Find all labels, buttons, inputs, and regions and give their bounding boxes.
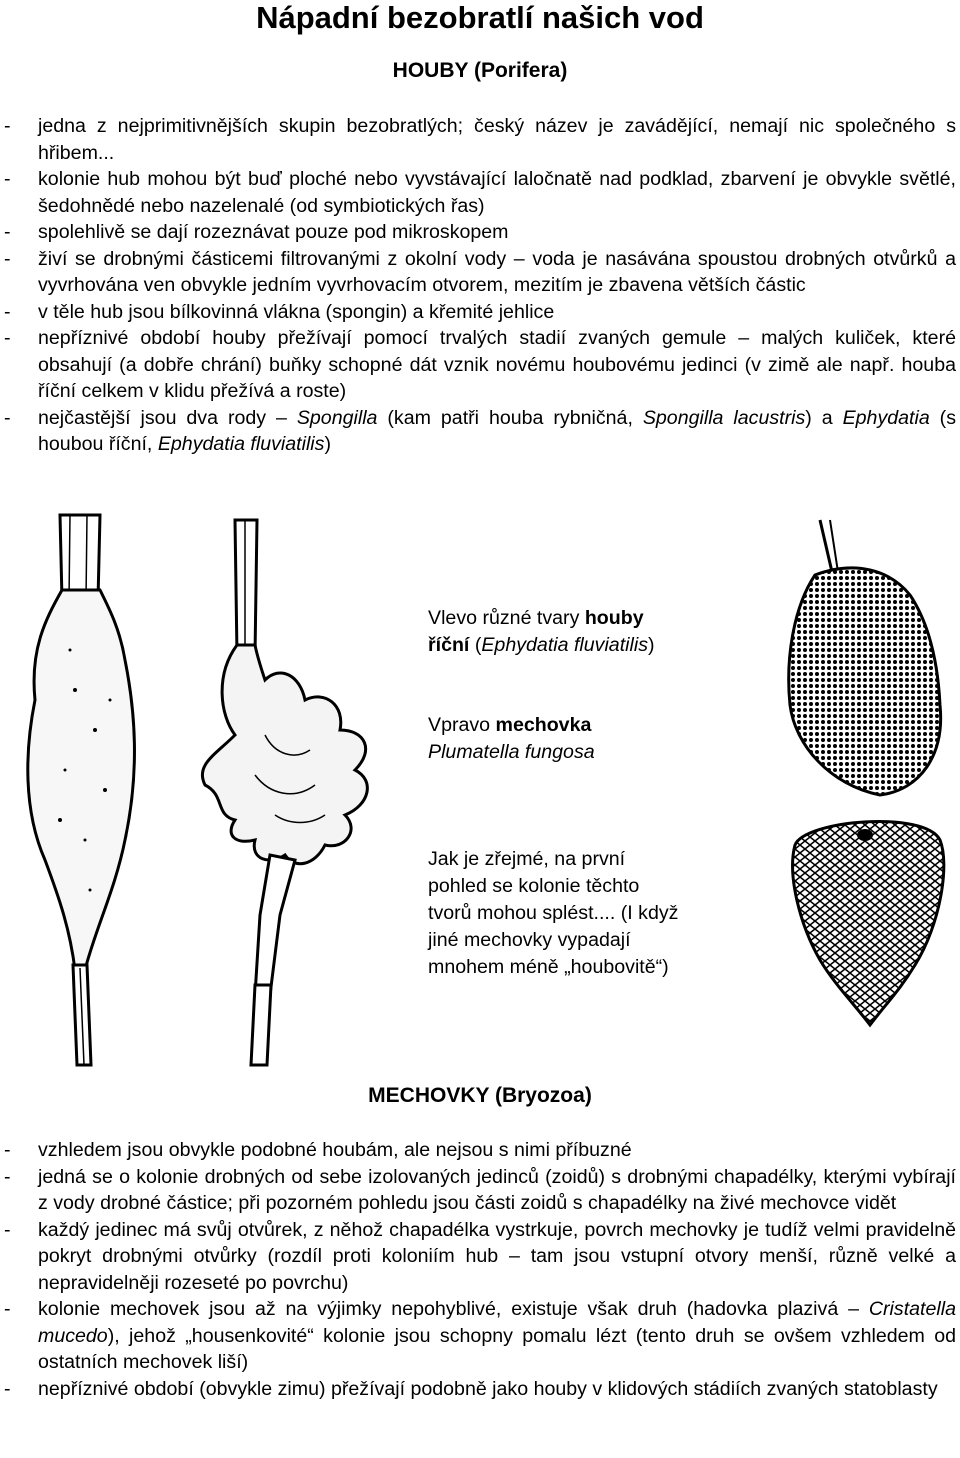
bullet-marker: - — [4, 1218, 11, 1241]
bullet-marker: - — [4, 327, 11, 349]
caption-note-line: jiné mechovky vypadají — [428, 929, 631, 951]
bullet-text: v těle hub jsou bílkovinná vlákna (spongin) a křemité jehlice — [38, 300, 555, 323]
bullet-text: ), jehož „housenkovité“ kolonie jsou schopny pomalu lézt (tento druh se ovšem vzhledem od ostatních mechovek liší) — [38, 1324, 956, 1373]
caption-note — [428, 846, 678, 981]
italic-term: Cristatella mucedo — [38, 1298, 956, 1347]
bryozoan-illustration-bottom — [775, 805, 960, 1030]
bullet-item — [0, 246, 960, 299]
caption-right-bold: mechovka — [495, 714, 592, 736]
sponge-illustration-middle — [175, 515, 390, 1070]
caption-right-bryozoan — [428, 712, 595, 766]
caption-left-italic: Ephydatia fluviatilis — [481, 634, 648, 656]
bryozoan-illustration-top — [760, 515, 955, 800]
page-title: Nápadní bezobratlí našich vod — [256, 0, 704, 35]
caption-note-line: mnohem méně „houbovitě“) — [428, 956, 669, 978]
italic-term: Ephydatia fluviatilis — [157, 433, 325, 455]
italic-term: Spongilla — [296, 406, 378, 429]
caption-left-pre: Vlevo různé tvary — [428, 607, 585, 629]
bullet-text: jedna z nejprimitivnějších skupin bezobratlých; český název je zavádějící, nemají nic společného s hřibem... — [38, 115, 956, 164]
bullet-text: nepříznivé období (obvykle zimu) přežívají podobně jako houby v klidových stádiích zvaných statoblasty — [38, 1377, 938, 1400]
bullet-marker: - — [4, 168, 11, 190]
caption-right-pre: Vpravo — [428, 714, 496, 736]
italic-term: Ephydatia — [842, 406, 930, 429]
bullet-text: kolonie mechovek jsou až na výjimky nepohyblivé, existuje však druh (hadovka plazivá – — [38, 1298, 869, 1320]
bullet-text: jedná se o kolonie drobných od sebe izolovaných jedinců (zoidů) s drobnými chapadélky, kterými vybírají z vody drobné částice; při pozorném pohledu jsou části zoidů s chapadélky na živé mechovce vidět — [38, 1165, 956, 1214]
bullet-item — [0, 166, 960, 219]
bullet-text: živí se drobnými částicemi filtrovanými z okolní vody – voda je nasávána spoustou drobných otvůrků a vyvrhována ven obvykle jedním vyvrhovacím otvorem, mezitím je zbavena větších částic — [38, 247, 956, 296]
bullet-text: vzhledem jsou obvykle podobné houbám, ale nejsou s nimi příbuzné — [38, 1139, 632, 1161]
bullet-marker: - — [4, 247, 11, 270]
bullet-text: nepříznivé období houby přežívají pomocí trvalých stadií zvaných gemule – malých kuliček, které obsahují (a dobře chrání) buňky schopné dát vznik novému houbovému jedinci (v zimě ale např. houba říční celkem v klidu přežívá a roste) — [38, 327, 956, 402]
caption-left-bold1: houby — [584, 607, 644, 629]
bullet-item — [0, 1376, 960, 1403]
bullet-text: ) — [324, 433, 331, 455]
bullet-marker: - — [4, 115, 11, 137]
bullet-item — [0, 1217, 960, 1297]
bullet-item — [0, 1164, 960, 1217]
bullet-text: (s houbou říční, — [38, 406, 956, 455]
italic-term: Spongilla lacustris — [642, 406, 806, 429]
section-heading-houby: HOUBY (Porifera) — [392, 59, 568, 82]
caption-left-paren-open: ( — [469, 634, 482, 656]
bullet-item — [0, 219, 960, 246]
bullet-marker: - — [4, 406, 11, 429]
bullet-item — [0, 113, 960, 166]
bullet-item — [0, 299, 960, 326]
caption-note-line: tvorů mohou splést.... (I když — [428, 902, 679, 924]
bullet-text: kolonie hub mohou být buď ploché nebo vyvstávající laločnatě nad podklad, zbarvení je obvykle světlé, šedohnědé nebo nazelenalé (od symbiotických řas) — [38, 168, 956, 217]
bullet-marker: - — [4, 1139, 11, 1161]
bullet-item — [0, 1137, 960, 1164]
caption-note-line: pohled se kolonie těchto — [428, 875, 640, 897]
caption-left-sponge — [428, 605, 655, 659]
caption-left-paren-close: ) — [648, 634, 655, 656]
bullet-text: ) a — [805, 406, 843, 429]
bullet-marker: - — [4, 1165, 11, 1188]
bullet-item — [0, 405, 960, 458]
bullet-text: (kam patři houba rybničná, — [377, 406, 643, 429]
section-heading-mechovky: MECHOVKY (Bryozoa) — [368, 1084, 592, 1107]
caption-right-italic: Plumatella fungosa — [428, 741, 595, 763]
bullet-marker: - — [4, 300, 11, 323]
bullet-marker: - — [4, 221, 11, 243]
sponge-illustration-left — [15, 510, 165, 1070]
caption-note-line: Jak je zřejmé, na první — [428, 848, 626, 870]
bullet-marker: - — [4, 1377, 11, 1400]
houby-bullet-list — [0, 113, 960, 458]
bullet-text: každý jedinec má svůj otvůrek, z něhož chapadélka vystrkuje, povrch mechovky je tudíž velmi pravidelně pokryt drobnými otvůrky (rozdíl proti koloniím hub – tam jsou vstupní otvory menší, různě velké a nepravidelněji rozeseté po povrchu) — [38, 1218, 956, 1294]
mechovky-bullet-list — [0, 1137, 960, 1402]
bullet-item — [0, 1296, 960, 1376]
bullet-marker: - — [4, 1298, 11, 1320]
bullet-text: spolehlivě se dají rozeznávat pouze pod mikroskopem — [38, 221, 509, 243]
bullet-text: nejčastější jsou dva rody – — [38, 406, 297, 429]
caption-left-bold2: říční — [428, 634, 470, 656]
bullet-item — [0, 325, 960, 405]
